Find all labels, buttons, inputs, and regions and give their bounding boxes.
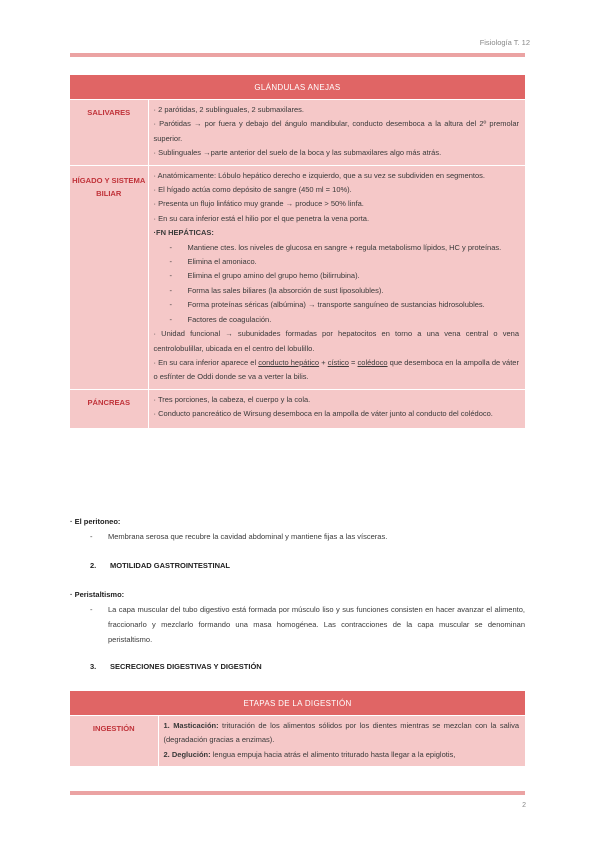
section-3-heading [70, 659, 525, 674]
list-item: - Mantiene ctes. los niveles de glucosa en sangre + regula metabolismo lípidos, HC y proteínas. [154, 241, 520, 255]
row-content-pancreas [148, 389, 525, 427]
list-item: · Sublinguales →parte anterior del suelo de la boca y las submaxilares algo más atrás. [153, 148, 442, 158]
list-item [154, 356, 520, 385]
text-run: + [319, 357, 328, 367]
list-item: - Membrana serosa que recubre la cavidad abdominal y mantiene fijas a las vísceras. [70, 529, 525, 544]
glandulas-table-title: GLÁNDULAS ANEJAS [70, 75, 525, 100]
section-title: MOTILIDAD GASTROINTESTINAL [110, 561, 230, 570]
list-item: - Elimina el amoniaco. [154, 255, 520, 269]
list-item: · Presenta un flujo linfático muy grande → produce > 50% linfa. [153, 199, 364, 209]
list-item: · Tres porciones, la cabeza, el cuerpo y la cola. [153, 394, 311, 404]
list-item: - Forma proteínas séricas (albúmina) → transporte sanguíneo de sustancias hidrosolubles. [154, 298, 520, 312]
section-number: 2. [90, 561, 97, 570]
row-label-ingestion: INGESTIÓN [70, 716, 158, 767]
row-label-pancreas: PÁNCREAS [70, 389, 148, 427]
text-run: que desemboca en la ampolla de váter o esfínter de Oddi donde se va a verter la bilis. [153, 357, 519, 382]
table-row-pancreas [70, 389, 525, 427]
item-text: trituración de los alimentos sólidos por los dientes mientras se mezclan con la saliva (degradación gracias a enzimas). [163, 721, 519, 745]
section-2-heading [70, 558, 525, 573]
row-label-salivares: SALIVARES [70, 100, 148, 166]
peristaltismo-section [70, 587, 525, 647]
text-run: = [348, 357, 358, 367]
fn-hepaticas-title: ·FN HEPÁTICAS: [153, 228, 214, 238]
section-number: 3. [90, 662, 97, 671]
list-item: - Forma las sales biliares (la absorción de sust liposolubles). [154, 284, 520, 298]
table-row-higado [70, 165, 525, 389]
item-number: 2. [163, 749, 170, 759]
item-number: 1. [163, 721, 170, 730]
list-item: · Conducto pancreático de Wirsung desemboca en la ampolla de váter junto al conducto del colédoco. [153, 409, 493, 419]
section-title: SECRECIONES DIGESTIVAS Y DIGESTIÓN [110, 662, 262, 671]
item-term: Masticación: [173, 721, 219, 730]
text-run: conducto hepático [258, 357, 320, 367]
glandulas-table [70, 75, 525, 428]
list-item [164, 748, 520, 762]
footer-rule [70, 791, 525, 795]
list-item: · 2 parótidas, 2 sublinguales, 2 submaxilares. [153, 105, 304, 114]
table-row-ingestion [70, 716, 525, 767]
header-rule [70, 53, 525, 57]
list-item: · El hígado actúa como depósito de sangre (450 ml = 10%). [153, 185, 352, 195]
text-run: · En su cara inferior aparece el [153, 357, 259, 367]
list-item: - La capa muscular del tubo digestivo está formada por músculo liso y sus funciones consisten en hacer avanzar el alimento, fraccionarlo y mezclarlo formando una masa homogénea. Las contracciones de la capa muscular se denominan peristaltismo. [70, 602, 525, 647]
item-term: Deglución: [171, 749, 211, 759]
item-text: lengua empuja hacia atrás el alimento triturado hasta llegar a la epiglotis, [210, 749, 456, 759]
page-number: 2 [522, 802, 526, 809]
list-item [164, 719, 520, 748]
row-content-higado [148, 165, 525, 389]
row-content-salivares [148, 100, 525, 166]
etapas-table [70, 691, 525, 766]
table-row-salivares [70, 100, 525, 166]
list-item: - Factores de coagulación. [154, 313, 520, 327]
peritoneo-section [70, 514, 525, 544]
peristaltismo-title: · Peristaltismo: [70, 590, 125, 599]
list-item: · Unidad funcional → subunidades formadas por hepatocitos en torno a una vena central o vena centrolobulillar, ubicada en el centro del lobulillo. [153, 329, 519, 353]
list-item: · En su cara inferior está el hilio por el que penetra la vena porta. [153, 213, 370, 223]
header-course: Fisiología T. 12 [479, 38, 530, 47]
etapas-table-title: ETAPAS DE LA DIGESTIÓN [70, 691, 525, 716]
text-run: cístico [327, 357, 349, 367]
list-item: · Parótidas → por fuera y debajo del ángulo mandibular, conducto desemboca a la altura del 2º premolar superior. [153, 119, 519, 143]
list-item: - Elimina el grupo amino del grupo hemo (bilirrubina). [154, 269, 520, 283]
list-item: · Anatómicamente: Lóbulo hepático derecho e izquierdo, que a su vez se subdividen en segmentos. [153, 170, 485, 180]
peritoneo-title: · El peritoneo: [70, 517, 121, 526]
text-run: colédoco [357, 357, 388, 367]
row-content-ingestion [158, 716, 525, 767]
row-label-higado: HÍGADO Y SISTEMA BILIAR [70, 165, 148, 389]
